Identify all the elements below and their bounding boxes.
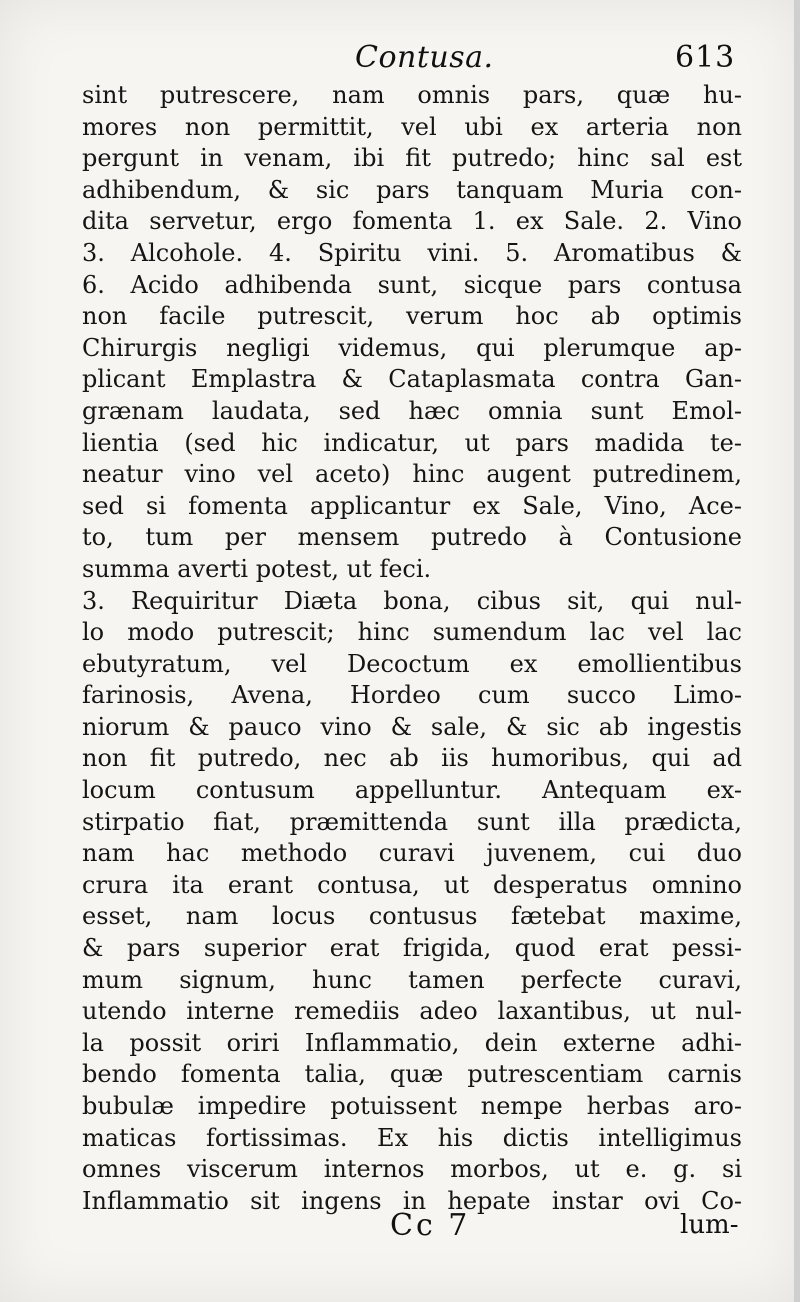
text-line: non facile putrescit, verum hoc ab optimis — [82, 302, 742, 331]
text-line: & pars superior erat frigida, quod erat pessi- — [82, 934, 742, 963]
text-line: grænam laudata, sed hæc omnia sunt Emol- — [82, 396, 742, 425]
text-line: esset, nam locus contusus fætebat maxime, — [82, 902, 742, 931]
text-line: omnes viscerum internos morbos, ut e. g. si — [82, 1155, 742, 1184]
text-line: bendo fomenta talia, quæ putrescentiam carnis — [82, 1060, 742, 1089]
catchword: lum- — [680, 1210, 739, 1240]
page-edge-shadow — [794, 0, 800, 1302]
text-line: non fit putredo, nec ab iis humoribus, qui ad — [82, 744, 742, 773]
text-line: lo modo putrescit; hinc sumendum lac vel lac — [82, 618, 742, 647]
text-line: neatur vino vel aceto) hinc augent putredinem, — [82, 460, 742, 489]
text-line: stirpatio fiat, præmittenda sunt illa prædicta, — [82, 807, 742, 836]
text-line: 3. Alcohole. 4. Spiritu vini. 5. Aromatibus & — [82, 238, 742, 267]
text-line: sint putrescere, nam omnis pars, quæ hu- — [82, 81, 742, 109]
text-line: nam hac methodo curavi juvenem, cui duo — [82, 839, 742, 868]
text-line: niorum & pauco vino & sale, & sic ab ingestis — [82, 712, 742, 741]
page-number: 613 — [675, 40, 736, 75]
text-line: maticas fortissimas. Ex his dictis intelligimus — [82, 1123, 742, 1152]
text-line: Chirurgis negligi videmus, qui plerumque ap- — [82, 333, 742, 362]
text-line: farinosis, Avena, Hordeo cum succo Limo- — [82, 681, 742, 710]
text-line: crura ita erant contusa, ut desperatus omnino — [82, 870, 742, 899]
text-line: lientia (sed hic indicatur, ut pars madida te- — [82, 428, 742, 457]
page-footer — [0, 1200, 800, 1250]
text-line: to, tum per mensem putredo à Contusione — [82, 523, 742, 552]
text-line: plicant Emplastra & Cataplasmata contra Gan- — [82, 365, 742, 394]
running-title: Contusa. — [355, 40, 494, 75]
text-line: 3. Requiritur Diæta bona, cibus sit, qui nul- — [82, 586, 742, 615]
text-line: bubulæ impedire potuissent nempe herbas aro- — [82, 1092, 742, 1120]
body-text — [82, 80, 742, 1217]
text-line: dita servetur, ergo fomenta 1. ex Sale. 2. Vino — [82, 207, 742, 236]
text-line: ebutyratum, vel Decoctum ex emollientibus — [82, 649, 742, 678]
signature-mark: Cc 7 — [390, 1208, 471, 1243]
text-line: locum contusum appelluntur. Antequam ex- — [82, 776, 742, 805]
text-line: sed si fomenta applicantur ex Sale, Vino, Ace- — [82, 491, 742, 520]
text-line: pergunt in venam, ibi fit putredo; hinc sal est — [82, 144, 742, 173]
text-line: la possit oriri Inflammatio, dein externe adhi- — [82, 1028, 742, 1057]
text-line: adhibendum, & sic pars tanquam Muria con- — [82, 175, 742, 204]
text-line: utendo interne remediis adeo laxantibus, ut nul- — [82, 997, 742, 1026]
text-line: mum signum, hunc tamen perfecte curavi, — [82, 965, 742, 994]
page-header — [0, 30, 800, 80]
text-line: 6. Acido adhibenda sunt, sicque pars contusa — [82, 270, 742, 299]
text-line: Inflammatio sit ingens in hepate instar ovi Co- — [82, 1186, 742, 1215]
text-line: summa averti potest, ut feci. — [82, 554, 432, 583]
text-line: mores non permittit, vel ubi ex arteria non — [82, 112, 742, 141]
